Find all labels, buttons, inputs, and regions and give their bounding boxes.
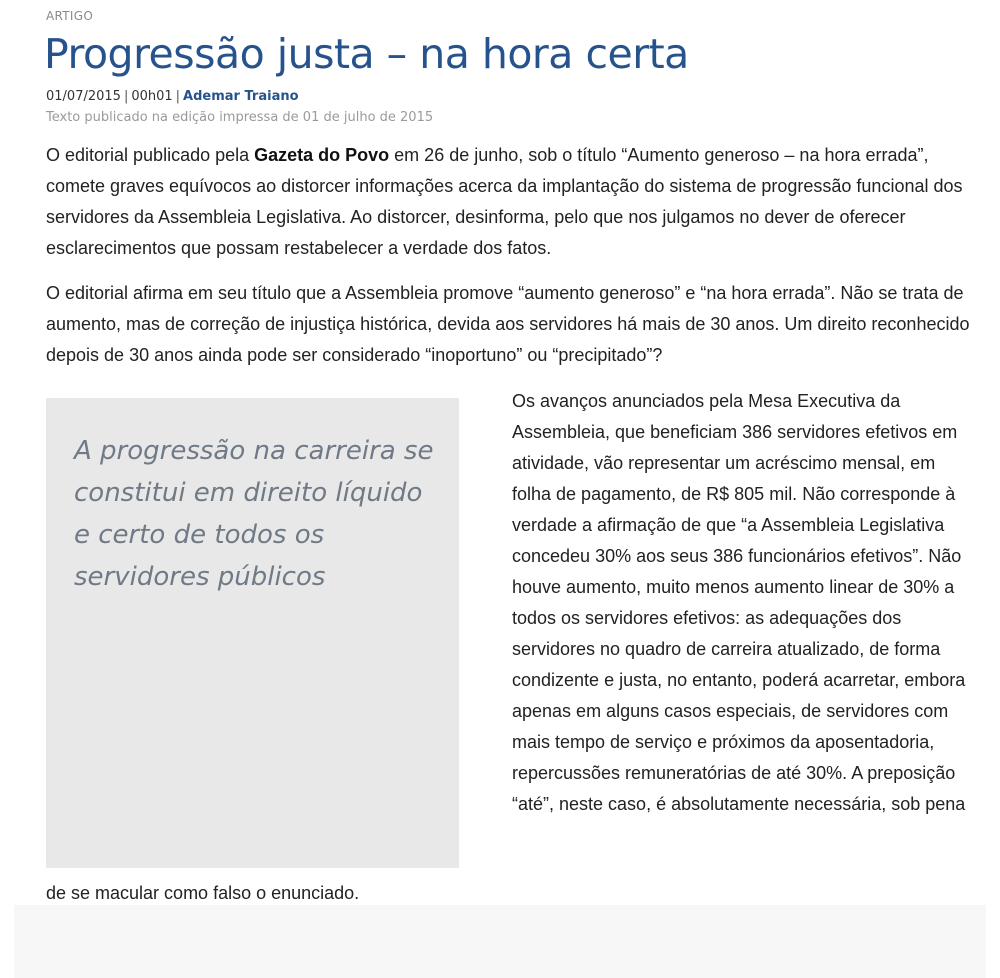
article-title: Progressão justa – na hora certa	[44, 30, 689, 78]
meta-separator: |	[175, 89, 181, 104]
author-link[interactable]: Ademar Traiano	[183, 89, 299, 104]
publish-date: 01/07/2015	[46, 89, 121, 104]
paragraph-1-intro: O editorial publicado pela	[46, 145, 255, 165]
pull-quote-box	[46, 398, 459, 868]
paragraph-3-tail: de se macular como falso o enunciado.	[46, 883, 360, 903]
paragraph-1-body: em 26 de junho, sob o título “Aumento generoso – na hora errada”, comete graves equívocos ao distorcer informações acerca da implantação do sistema de progressão funcional dos servidores da Assembleia Legislativa. Ao distorcer, desinforma, pelo que nos julgamos no dever de oferecer esclarecimentos que possam restabelecer a verdade dos fatos.	[46, 145, 963, 258]
meta-separator: |	[123, 89, 129, 104]
article-meta	[46, 89, 299, 104]
section-label[interactable]: ARTIGO	[46, 9, 94, 23]
footer-area	[14, 905, 986, 978]
paragraph-3: Os avanços anunciados pela Mesa Executiva da Assembleia, que beneficiam 386 servidores efetivos em atividade, vão representar um acréscimo mensal, em folha de pagamento, de R$ 805 mil. Não corresponde à verdade a afirmação de que “a Assembleia Legislativa concedeu 30% aos seus 386 funcionários efetivos”. Não houve aumento, muito menos aumento linear de 30% a todos os servidores efetivos: as adequações dos servidores no quadro de carreira atualizado, de forma condizente e justa, no entanto, poderá acarretar, embora apenas em alguns casos especiais, de servidores com mais tempo de serviço e próximos da aposentadoria, repercussões remuneratórias de até 30%. A preposição “até”, neste caso, é absolutamente necessária, sob pena	[512, 391, 966, 814]
paragraph-1	[46, 140, 976, 264]
pull-quote-text: A progressão na carreira se constitui em direito líquido e certo de todos os servidores públicos	[74, 436, 434, 592]
paragraph-2: O editorial afirma em seu título que a Assembleia promove “aumento generoso” e “na hora errada”. Não se trata de aumento, mas de correção de injustiça histórica, devida aos servidores há mais de 30 anos. Um direito reconhecido depois de 30 anos ainda pode ser considerado “inoportuno” ou “precipitado”?	[46, 283, 970, 365]
print-edition-note: Texto publicado na edição impressa de 01 de julho de 2015	[46, 110, 434, 125]
publish-time: 00h01	[131, 89, 173, 104]
newspaper-name: Gazeta do Povo	[254, 145, 390, 165]
